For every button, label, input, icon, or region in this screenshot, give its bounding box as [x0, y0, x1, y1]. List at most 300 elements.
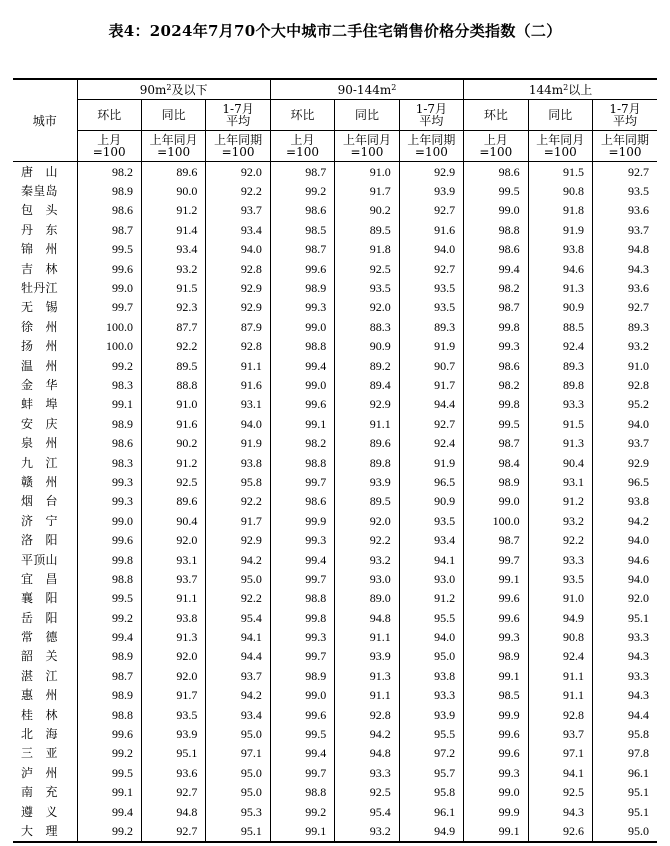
- base-header: [399, 131, 463, 162]
- index-value: 98.3: [77, 453, 141, 472]
- subcol-header: [335, 100, 399, 131]
- index-value: 93.3: [593, 627, 658, 646]
- index-value: 100.0: [77, 337, 141, 356]
- index-value: 95.0: [206, 724, 270, 743]
- index-value: 94.2: [593, 511, 658, 530]
- index-value: 92.0: [335, 298, 399, 317]
- index-value: 98.9: [270, 278, 334, 297]
- table-row: [13, 705, 657, 724]
- city-name: 湛江: [21, 668, 58, 683]
- index-value: 87.7: [141, 317, 205, 336]
- base-header: [77, 131, 141, 162]
- city-name: 温州: [21, 358, 58, 373]
- index-value: 98.8: [270, 453, 334, 472]
- index-value: 92.5: [528, 783, 592, 802]
- index-value: 99.9: [464, 705, 528, 724]
- index-value: 93.8: [206, 453, 270, 472]
- index-value: 98.6: [464, 356, 528, 375]
- index-value: 98.8: [270, 783, 334, 802]
- subcol-label-2: 平均: [612, 114, 637, 128]
- index-value: 92.7: [399, 259, 463, 278]
- index-value: 94.6: [593, 550, 658, 569]
- base-value: =100: [608, 145, 642, 159]
- table-row: [13, 724, 657, 743]
- index-value: 99.7: [270, 569, 334, 588]
- index-value: 93.0: [399, 569, 463, 588]
- index-value: 94.0: [593, 530, 658, 549]
- base-value: =100: [479, 145, 513, 159]
- index-value: 92.2: [206, 181, 270, 200]
- index-value: 88.5: [528, 317, 592, 336]
- group-header-suffix: 及以下: [171, 82, 208, 97]
- table-row: [13, 666, 657, 685]
- city-name: 蚌埠: [21, 397, 58, 412]
- index-value: 92.7: [399, 201, 463, 220]
- city-name: 南充: [21, 785, 58, 800]
- index-value: 92.9: [206, 278, 270, 297]
- city-name: 烟台: [21, 494, 58, 509]
- index-value: 98.8: [77, 569, 141, 588]
- index-value: 89.6: [335, 433, 399, 452]
- index-value: 96.5: [399, 472, 463, 491]
- base-value: =100: [286, 145, 320, 159]
- index-value: 91.1: [141, 589, 205, 608]
- index-value: 93.5: [399, 298, 463, 317]
- index-value: 95.0: [206, 783, 270, 802]
- index-value: 99.9: [270, 511, 334, 530]
- index-value: 99.6: [270, 395, 334, 414]
- index-value: 89.6: [141, 492, 205, 511]
- index-value: 99.6: [77, 724, 141, 743]
- table-row: [13, 744, 657, 763]
- index-value: 91.1: [528, 666, 592, 685]
- city-name: 扬州: [21, 339, 58, 354]
- index-value: 94.0: [399, 240, 463, 259]
- index-value: 89.5: [141, 356, 205, 375]
- index-value: 94.4: [399, 395, 463, 414]
- index-value: 95.0: [206, 569, 270, 588]
- index-value: 99.7: [464, 550, 528, 569]
- index-value: 95.0: [399, 647, 463, 666]
- subcol-label: 环比: [483, 108, 508, 122]
- index-value: 99.1: [464, 821, 528, 841]
- index-value: 93.6: [593, 201, 658, 220]
- index-value: 91.1: [335, 686, 399, 705]
- index-value: 95.4: [206, 608, 270, 627]
- index-value: 91.9: [399, 337, 463, 356]
- base-header: [464, 131, 528, 162]
- index-value: 98.7: [464, 298, 528, 317]
- index-value: 91.0: [593, 356, 658, 375]
- subcol-label: 1-7月: [222, 102, 254, 116]
- index-value: 91.6: [141, 414, 205, 433]
- city-name: 遵义: [21, 804, 58, 819]
- index-value: 98.2: [464, 278, 528, 297]
- base-value: =100: [92, 145, 126, 159]
- index-value: 93.2: [528, 511, 592, 530]
- table-row: [13, 608, 657, 627]
- index-value: 90.9: [528, 298, 592, 317]
- base-value: =100: [221, 145, 255, 159]
- index-value: 98.9: [77, 647, 141, 666]
- city-name: 洛阳: [21, 533, 58, 548]
- index-value: 91.7: [141, 686, 205, 705]
- index-value: 98.6: [464, 162, 528, 182]
- index-value: 91.0: [141, 395, 205, 414]
- index-value: 96.1: [593, 763, 658, 782]
- table-row: [13, 550, 657, 569]
- index-value: 91.2: [141, 201, 205, 220]
- base-label: 上年同期: [214, 133, 263, 147]
- index-value: 94.9: [399, 821, 463, 841]
- index-value: 93.4: [399, 530, 463, 549]
- subcol-label: 同比: [354, 108, 379, 122]
- subcol-header: [593, 100, 658, 131]
- index-value: 93.2: [593, 337, 658, 356]
- table-row: [13, 181, 657, 200]
- city-name: 平顶山: [21, 552, 58, 567]
- index-value: 98.6: [77, 433, 141, 452]
- index-value: 95.8: [399, 783, 463, 802]
- index-value: 93.5: [399, 511, 463, 530]
- index-value: 93.2: [335, 550, 399, 569]
- index-value: 93.6: [593, 278, 658, 297]
- index-value: 93.1: [206, 395, 270, 414]
- index-value: 91.6: [206, 375, 270, 394]
- base-label: 上年同月: [536, 133, 585, 147]
- index-value: 98.7: [77, 666, 141, 685]
- table-row: [13, 472, 657, 491]
- index-value: 98.4: [464, 453, 528, 472]
- index-value: 93.1: [141, 550, 205, 569]
- index-value: 89.8: [528, 375, 592, 394]
- index-value: 99.4: [270, 744, 334, 763]
- index-value: 93.9: [399, 705, 463, 724]
- index-value: 98.9: [77, 686, 141, 705]
- index-value: 93.9: [141, 724, 205, 743]
- index-value: 99.0: [270, 317, 334, 336]
- index-value: 91.0: [528, 589, 592, 608]
- table-row: [13, 240, 657, 259]
- base-label: 上月: [290, 133, 315, 147]
- base-label: 上月: [483, 133, 508, 147]
- city-name: 襄阳: [21, 591, 58, 606]
- base-label: 上年同月: [342, 133, 391, 147]
- table-body: [13, 162, 657, 842]
- index-value: 99.6: [270, 259, 334, 278]
- index-value: 94.2: [206, 550, 270, 569]
- index-value: 89.3: [593, 317, 658, 336]
- index-value: 92.0: [206, 162, 270, 182]
- index-value: 91.1: [335, 414, 399, 433]
- table-row: [13, 530, 657, 549]
- index-value: 92.7: [141, 821, 205, 841]
- table-row: [13, 763, 657, 782]
- subcol-header: [464, 100, 528, 131]
- index-value: 88.8: [141, 375, 205, 394]
- index-value: 95.0: [593, 821, 658, 841]
- index-value: 91.9: [399, 453, 463, 472]
- index-value: 99.3: [464, 337, 528, 356]
- index-value: 92.9: [399, 162, 463, 182]
- index-value: 99.7: [270, 472, 334, 491]
- index-value: 93.3: [528, 550, 592, 569]
- index-value: 91.5: [528, 414, 592, 433]
- index-value: 92.8: [528, 705, 592, 724]
- index-value: 91.9: [206, 433, 270, 452]
- subcol-label-2: 平均: [419, 114, 444, 128]
- subcol-header: [141, 100, 205, 131]
- index-value: 93.7: [593, 220, 658, 239]
- table-row: [13, 337, 657, 356]
- index-value: 93.7: [206, 666, 270, 685]
- table-row: [13, 375, 657, 394]
- index-value: 91.5: [528, 162, 592, 182]
- index-value: 89.2: [335, 356, 399, 375]
- table-row: [13, 317, 657, 336]
- index-value: 92.8: [593, 375, 658, 394]
- index-value: 99.2: [270, 802, 334, 821]
- index-value: 99.3: [77, 472, 141, 491]
- subcol-label: 同比: [161, 108, 186, 122]
- index-value: 92.9: [206, 530, 270, 549]
- index-value: 94.0: [593, 569, 658, 588]
- index-value: 100.0: [464, 511, 528, 530]
- index-value: 94.8: [141, 802, 205, 821]
- index-value: 98.2: [464, 375, 528, 394]
- subcol-label: 1-7月: [415, 102, 448, 116]
- table-row: [13, 201, 657, 220]
- index-value: 95.4: [335, 802, 399, 821]
- subcol-label: 同比: [548, 108, 573, 122]
- table-row: [13, 162, 657, 182]
- index-value: 93.5: [399, 278, 463, 297]
- index-value: 92.2: [206, 589, 270, 608]
- base-header: [593, 131, 658, 162]
- index-value: 90.4: [141, 511, 205, 530]
- table-row: [13, 627, 657, 646]
- city-name: 包头: [21, 203, 58, 218]
- group-header-text: 90-144m: [337, 82, 392, 97]
- base-value: =100: [350, 145, 384, 159]
- group-header-suffix: 以上: [568, 82, 593, 97]
- index-value: 93.5: [335, 278, 399, 297]
- index-value: 91.8: [528, 201, 592, 220]
- index-value: 98.2: [270, 433, 334, 452]
- index-value: 95.5: [399, 608, 463, 627]
- index-value: 99.0: [464, 201, 528, 220]
- index-value: 97.2: [399, 744, 463, 763]
- index-value: 93.3: [593, 666, 658, 685]
- index-value: 97.8: [593, 744, 658, 763]
- index-value: 100.0: [77, 317, 141, 336]
- index-value: 93.9: [335, 647, 399, 666]
- index-value: 93.4: [141, 240, 205, 259]
- index-value: 99.6: [464, 589, 528, 608]
- index-value: 98.8: [270, 337, 334, 356]
- table-row: [13, 453, 657, 472]
- city-name: 常德: [21, 630, 58, 645]
- index-value: 89.0: [335, 589, 399, 608]
- subcol-label: 环比: [290, 108, 315, 122]
- table-row: [13, 821, 657, 841]
- index-value: 99.8: [270, 608, 334, 627]
- index-value: 99.7: [270, 763, 334, 782]
- index-value: 94.6: [528, 259, 592, 278]
- index-value: 94.2: [206, 686, 270, 705]
- index-value: 92.7: [593, 298, 658, 317]
- index-value: 94.0: [206, 240, 270, 259]
- index-value: 99.3: [77, 492, 141, 511]
- index-value: 98.3: [77, 375, 141, 394]
- index-value: 91.3: [141, 627, 205, 646]
- index-value: 94.4: [206, 647, 270, 666]
- index-value: 99.5: [77, 589, 141, 608]
- index-value: 99.4: [270, 356, 334, 375]
- index-value: 95.0: [206, 763, 270, 782]
- index-value: 93.9: [335, 472, 399, 491]
- index-value: 99.9: [464, 802, 528, 821]
- index-value: 91.2: [399, 589, 463, 608]
- index-value: 99.1: [464, 569, 528, 588]
- city-name: 泸州: [21, 765, 58, 780]
- subcol-header: [399, 100, 463, 131]
- index-value: 94.8: [593, 240, 658, 259]
- index-value: 99.0: [77, 511, 141, 530]
- index-value: 99.5: [464, 181, 528, 200]
- index-value: 91.1: [528, 686, 592, 705]
- index-value: 93.3: [528, 395, 592, 414]
- index-value: 99.0: [270, 375, 334, 394]
- index-value: 99.1: [77, 783, 141, 802]
- index-value: 93.5: [141, 705, 205, 724]
- index-value: 99.1: [270, 414, 334, 433]
- index-value: 87.9: [206, 317, 270, 336]
- city-name: 三亚: [21, 746, 58, 761]
- index-value: 92.7: [399, 414, 463, 433]
- index-value: 99.4: [77, 627, 141, 646]
- index-value: 91.3: [528, 433, 592, 452]
- city-name: 唐山: [21, 164, 58, 179]
- base-label: 上年同期: [407, 133, 456, 147]
- city-name: 丹东: [21, 222, 58, 237]
- city-name: 桂林: [21, 707, 58, 722]
- index-value: 93.8: [399, 666, 463, 685]
- base-header: [206, 131, 270, 162]
- index-value: 90.2: [141, 433, 205, 452]
- index-value: 95.1: [206, 821, 270, 841]
- index-value: 92.9: [335, 395, 399, 414]
- table-row: [13, 356, 657, 375]
- city-name: 赣州: [21, 474, 58, 489]
- index-value: 98.7: [464, 433, 528, 452]
- index-value: 98.6: [77, 201, 141, 220]
- city-name: 九江: [21, 455, 58, 470]
- base-value: =100: [414, 145, 448, 159]
- index-value: 99.8: [464, 395, 528, 414]
- city-name: 安庆: [21, 416, 58, 431]
- index-value: 89.3: [399, 317, 463, 336]
- index-value: 92.8: [206, 259, 270, 278]
- index-value: 99.1: [77, 395, 141, 414]
- city-name: 宜昌: [21, 571, 58, 586]
- index-value: 92.0: [141, 647, 205, 666]
- index-value: 89.8: [335, 453, 399, 472]
- index-value: 98.6: [464, 240, 528, 259]
- city-name: 徐州: [21, 319, 58, 334]
- index-value: 99.3: [464, 763, 528, 782]
- table-row: [13, 783, 657, 802]
- city-name: 大理: [13, 821, 77, 841]
- index-value: 95.2: [593, 395, 658, 414]
- index-value: 91.2: [528, 492, 592, 511]
- base-label: 上年同月: [149, 133, 198, 147]
- group-header: [464, 79, 657, 100]
- index-value: 90.9: [335, 337, 399, 356]
- index-value: 93.8: [528, 240, 592, 259]
- index-value: 93.7: [528, 724, 592, 743]
- index-value: 99.5: [464, 414, 528, 433]
- city-name: 无锡: [21, 300, 58, 315]
- index-value: 98.6: [270, 201, 334, 220]
- index-value: 98.8: [77, 705, 141, 724]
- city-name: 泉州: [21, 436, 58, 451]
- index-value: 91.2: [141, 453, 205, 472]
- group-header-sup: 2: [391, 82, 397, 92]
- index-value: 98.9: [464, 647, 528, 666]
- city-name: 韶关: [21, 649, 58, 664]
- index-value: 97.1: [206, 744, 270, 763]
- index-value: 92.8: [206, 337, 270, 356]
- index-value: 98.5: [270, 220, 334, 239]
- index-value: 98.8: [270, 589, 334, 608]
- index-value: 99.4: [77, 802, 141, 821]
- index-value: 99.6: [464, 724, 528, 743]
- group-header-sup: 2: [166, 82, 172, 92]
- index-value: 89.5: [335, 492, 399, 511]
- subcol-header: [77, 100, 141, 131]
- city-name: 岳阳: [21, 610, 58, 625]
- index-value: 90.0: [141, 181, 205, 200]
- index-value: 92.0: [335, 511, 399, 530]
- table-row: [13, 259, 657, 278]
- base-header: [270, 131, 334, 162]
- index-value: 94.8: [335, 744, 399, 763]
- index-value: 99.8: [464, 317, 528, 336]
- index-value: 99.3: [464, 627, 528, 646]
- index-value: 94.1: [528, 763, 592, 782]
- index-value: 98.9: [464, 472, 528, 491]
- index-value: 98.7: [464, 530, 528, 549]
- table-row: [13, 511, 657, 530]
- index-value: 99.2: [270, 181, 334, 200]
- group-header-sup: 2: [563, 82, 569, 92]
- index-value: 98.9: [77, 181, 141, 200]
- index-value: 94.1: [399, 550, 463, 569]
- index-value: 93.0: [335, 569, 399, 588]
- index-value: 99.6: [270, 705, 334, 724]
- index-value: 99.1: [270, 821, 334, 841]
- index-value: 99.5: [77, 763, 141, 782]
- index-value: 99.7: [77, 298, 141, 317]
- index-value: 90.8: [528, 181, 592, 200]
- index-value: 99.2: [77, 821, 141, 841]
- index-value: 99.2: [77, 356, 141, 375]
- index-value: 99.4: [270, 550, 334, 569]
- index-value: 96.5: [593, 472, 658, 491]
- index-value: 93.7: [593, 433, 658, 452]
- index-value: 91.7: [335, 181, 399, 200]
